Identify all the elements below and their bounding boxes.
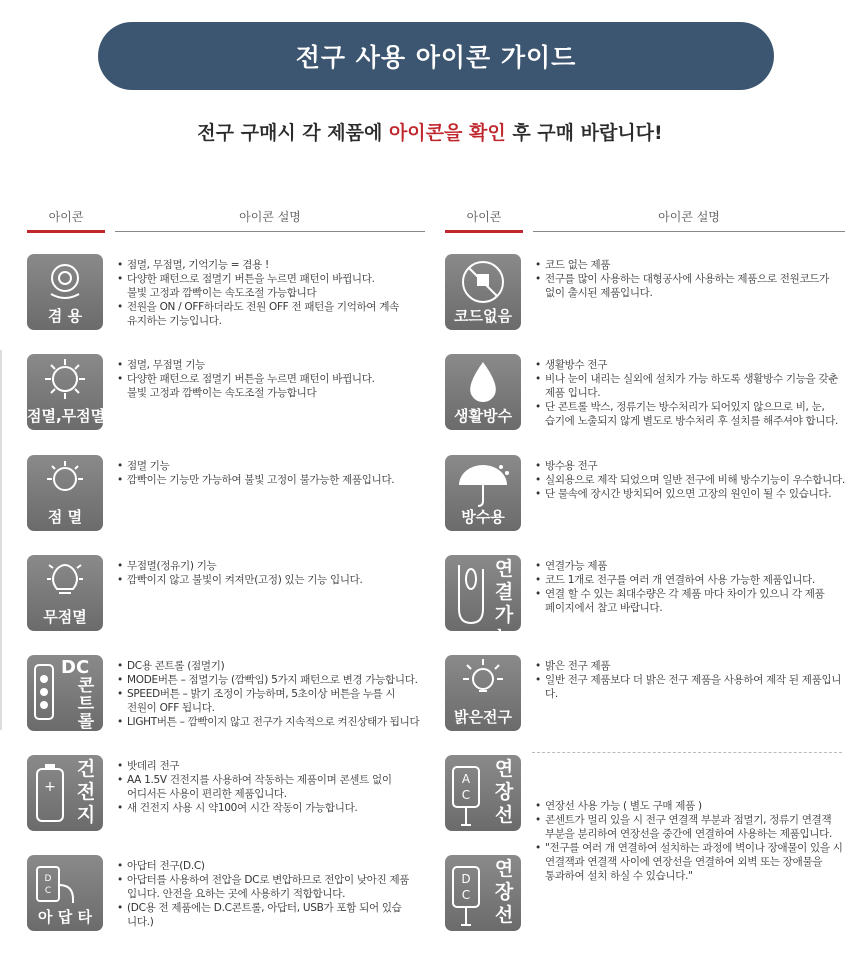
header-desc-left-text: 아이콘 설명 [239, 210, 301, 224]
description-line: • 점멸, 무점멸 기능 [117, 358, 437, 372]
left-icon-label-3: 무점멸 [43, 608, 87, 626]
description-line: 불빛 고정과 깜빡이는 속도조절 가능합니다 [127, 287, 317, 299]
description-line: • 방수용 전구 [535, 459, 850, 473]
left-description-5 [117, 759, 437, 815]
description-line: • 다양한 패턴으로 점멸기 버튼을 누르면 패턴이 바뀝니다. [117, 372, 437, 386]
right-icon-tile-1 [445, 354, 521, 430]
extension-description [535, 799, 845, 883]
left-icon-label-0: 겸 용 [47, 307, 83, 325]
header-desc-right-text: 아이콘 설명 [658, 210, 720, 224]
page-title-text: 전구 사용 아이콘 가이드 [295, 43, 577, 72]
header-desc-right [533, 208, 845, 232]
description-line: • 다양한 패턴으로 점멸기 버튼을 누르면 패턴이 바뀝니다. [117, 272, 437, 286]
svg-text:D: D [44, 874, 52, 884]
right-description-4 [535, 659, 850, 701]
right-icon-tile-0 [445, 254, 521, 330]
left-icon-label-2: 점 멸 [47, 508, 83, 526]
description-line: 부분을 분리하여 연장선을 중간에 연결하여 사용하는 제품입니다. [545, 828, 833, 840]
right-icon-label-3: 연결가능 [494, 558, 514, 649]
svg-text:C: C [44, 886, 52, 896]
description-line: • 단 콘트롤 박스, 정류기는 방수처리가 되어있지 않으므로 비, 눈, [535, 400, 850, 414]
right-description-3 [535, 559, 850, 615]
description-line: • LIGHT버튼 – 깜빡이지 않고 전구가 지속적으로 켜진상태가 됩니다 [117, 715, 437, 729]
left-icon-sublabel-4: DC [61, 657, 90, 678]
left-description-2 [117, 459, 437, 487]
description-line: • (DC용 전 제품에는 D.C콘트롤, 아답터, USB가 포함 되어 있습 [117, 901, 437, 915]
description-line: • 콘센트가 멀리 있을 시 전구 연결잭 부분과 점멸기, 정류기 연결잭 [535, 813, 845, 827]
header-icon-right [445, 208, 523, 232]
left-description-6 [117, 859, 437, 929]
description-line: • 무점멸(정유기) 기능 [117, 559, 437, 573]
left-icon-tile-2 [27, 455, 103, 531]
right-icon-tile-5 [445, 755, 521, 831]
right-icon-tile-3 [445, 555, 521, 649]
description-line: • 전원을 ON / OFF하더라도 전원 OFF 전 패턴을 기억하여 계속 [117, 300, 437, 314]
description-line: 제품 입니다. [545, 387, 601, 399]
left-icon-tile-1 [27, 354, 106, 430]
description-line: • 연결 할 수 있는 최대수량은 각 제품 마다 차이가 있으니 각 제품 [535, 587, 850, 601]
right-icon-label-2: 방수용 [461, 508, 505, 526]
left-icon-tile-3 [27, 555, 103, 631]
description-line: • AA 1.5V 건전지를 사용하여 작동하는 제품이며 콘센트 없이 [117, 773, 437, 787]
left-description-0 [117, 258, 437, 328]
header-icon-left-text: 아이콘 [48, 210, 84, 224]
left-icon-tile-4 [27, 655, 103, 731]
page-title [98, 22, 774, 90]
right-icon-label-1: 생활방수 [454, 407, 512, 425]
right-description-2 [535, 459, 850, 501]
description-line: • 전구를 많이 사용하는 대형공사에 사용하는 제품으로 전원코드가 [535, 272, 850, 286]
description-line: • 코드 1개로 전구를 여러 개 연결하여 사용 가능한 제품입니다. [535, 573, 850, 587]
description-line: • 깜빡이는 기능만 가능하여 불빛 고정이 불가능한 제품입니다. [117, 473, 437, 487]
description-line: • SPEED버튼 – 밝기 조정이 가능하며, 5초이상 버튼을 누를 시 [117, 687, 437, 701]
description-line: • 코드 없는 제품 [535, 258, 850, 272]
description-line: 습기에 노출되지 않게 별도로 방수처리 후 설치를 해주셔야 합니다. [545, 415, 839, 427]
description-line: • 점멸 기능 [117, 459, 437, 473]
description-line: • 아답터를 사용하여 전압을 DC로 변압하므로 전압이 낮아진 제품 [117, 873, 437, 887]
section-divider [532, 752, 842, 753]
left-icon-tile-5 [27, 755, 103, 831]
left-margin-mark [0, 350, 2, 730]
left-description-4 [117, 659, 437, 729]
description-line: • "전구를 여러 개 연결하여 설치하는 과정에 벽이나 장애물이 있을 시 [535, 841, 845, 855]
svg-text:C: C [461, 888, 471, 902]
left-description-3 [117, 559, 437, 587]
left-icon-label-4: 콘트롤 [77, 676, 95, 732]
description-line: • 단 물속에 장시간 방치되어 있으면 고장의 원인이 될 수 있습니다. [535, 487, 850, 501]
header-icon-right-text: 아이콘 [466, 210, 502, 224]
right-icon-label-6: 연장선 [494, 858, 514, 926]
description-line: • 밝은 전구 제품 [535, 659, 850, 673]
right-description-0 [535, 258, 850, 300]
left-icon-label-5: 건전지 [76, 758, 96, 826]
left-icon-tile-0 [27, 254, 103, 330]
svg-text:+: + [44, 779, 56, 795]
description-line: • 밧데리 전구 [117, 759, 437, 773]
description-line: 입니다. 안전을 요하는 곳에 사용하기 적합합니다. [127, 888, 346, 900]
svg-text:D: D [461, 872, 471, 886]
left-icon-label-1: 점멸,무점멸 [27, 407, 106, 425]
description-line: • 실외용으로 제작 되었으며 일반 전구에 비해 방수기능이 우수합니다. [535, 473, 850, 487]
right-icon-label-0: 코드없음 [454, 307, 512, 325]
description-line: 니다.) [127, 916, 154, 928]
description-line: • 일반 전구 제품보다 더 밝은 전구 제품을 사용하여 제작 된 제품입니다. [535, 673, 850, 701]
right-description-1 [535, 358, 850, 428]
description-line: 불빛 고정과 깜빡이는 속도조절 가능합니다 [127, 387, 317, 399]
description-line: • 연장선 사용 가능 ( 별도 구매 제품 ) [535, 799, 845, 813]
svg-text:A: A [461, 772, 471, 786]
description-line: • MODE버튼 – 점멸기능 (깜빡임) 5가지 패턴으로 변경 가능합니다. [117, 673, 437, 687]
description-line: 전원이 OFF 됩니다. [127, 702, 215, 714]
right-icon-tile-6 [445, 855, 521, 931]
description-line: 유지하는 기능입니다. [127, 315, 222, 327]
description-line: • 새 건전지 사용 시 약100여 시간 작동이 가능합니다. [117, 801, 437, 815]
description-line: 연결잭과 연결잭 사이에 연장선을 연결하여 외벽 또는 장애물을 [545, 856, 823, 868]
left-icon-label-6: 아 답 타 [38, 908, 92, 926]
subtitle [0, 118, 860, 145]
left-description-1 [117, 358, 437, 400]
header-desc-left [115, 208, 425, 232]
description-line: • 점멸, 무점멸, 기억기능 = 겸용 ! [117, 258, 437, 272]
header-icon-left [27, 208, 105, 232]
right-icon-label-4: 밝은전구 [454, 708, 512, 726]
description-line: • 연결가능 제품 [535, 559, 850, 573]
description-line: • 깜빡이지 않고 불빛이 켜져만(고정) 있는 기능 입니다. [117, 573, 437, 587]
description-line: • 생활방수 전구 [535, 358, 850, 372]
right-icon-tile-2 [445, 455, 521, 531]
svg-text:C: C [461, 788, 471, 802]
subtitle-highlight: 아이콘을 확인 [388, 122, 506, 144]
right-icon-label-5: 연장선 [494, 758, 514, 826]
subtitle-pre: 전구 구매시 각 제품에 [197, 122, 389, 144]
subtitle-post: 후 구매 바랍니다! [505, 122, 663, 144]
description-line: 페이지에서 참고 바랍니다. [545, 602, 663, 614]
description-line: • 아답터 전구(D.C) [117, 859, 437, 873]
description-line: 어디서든 사용이 편리한 제품입니다. [127, 788, 287, 800]
description-line: 없이 출시된 제품입니다. [545, 287, 653, 299]
description-line: • 비나 눈이 내리는 실외에 설치가 가능 하도록 생활방수 기능을 갖춘 [535, 372, 850, 386]
description-line: 통과하여 설치 하실 수 있습니다." [545, 870, 693, 882]
description-line: • DC용 콘트롤 (점멸기) [117, 659, 437, 673]
right-icon-tile-4 [445, 655, 521, 731]
left-icon-tile-6 [27, 855, 103, 931]
